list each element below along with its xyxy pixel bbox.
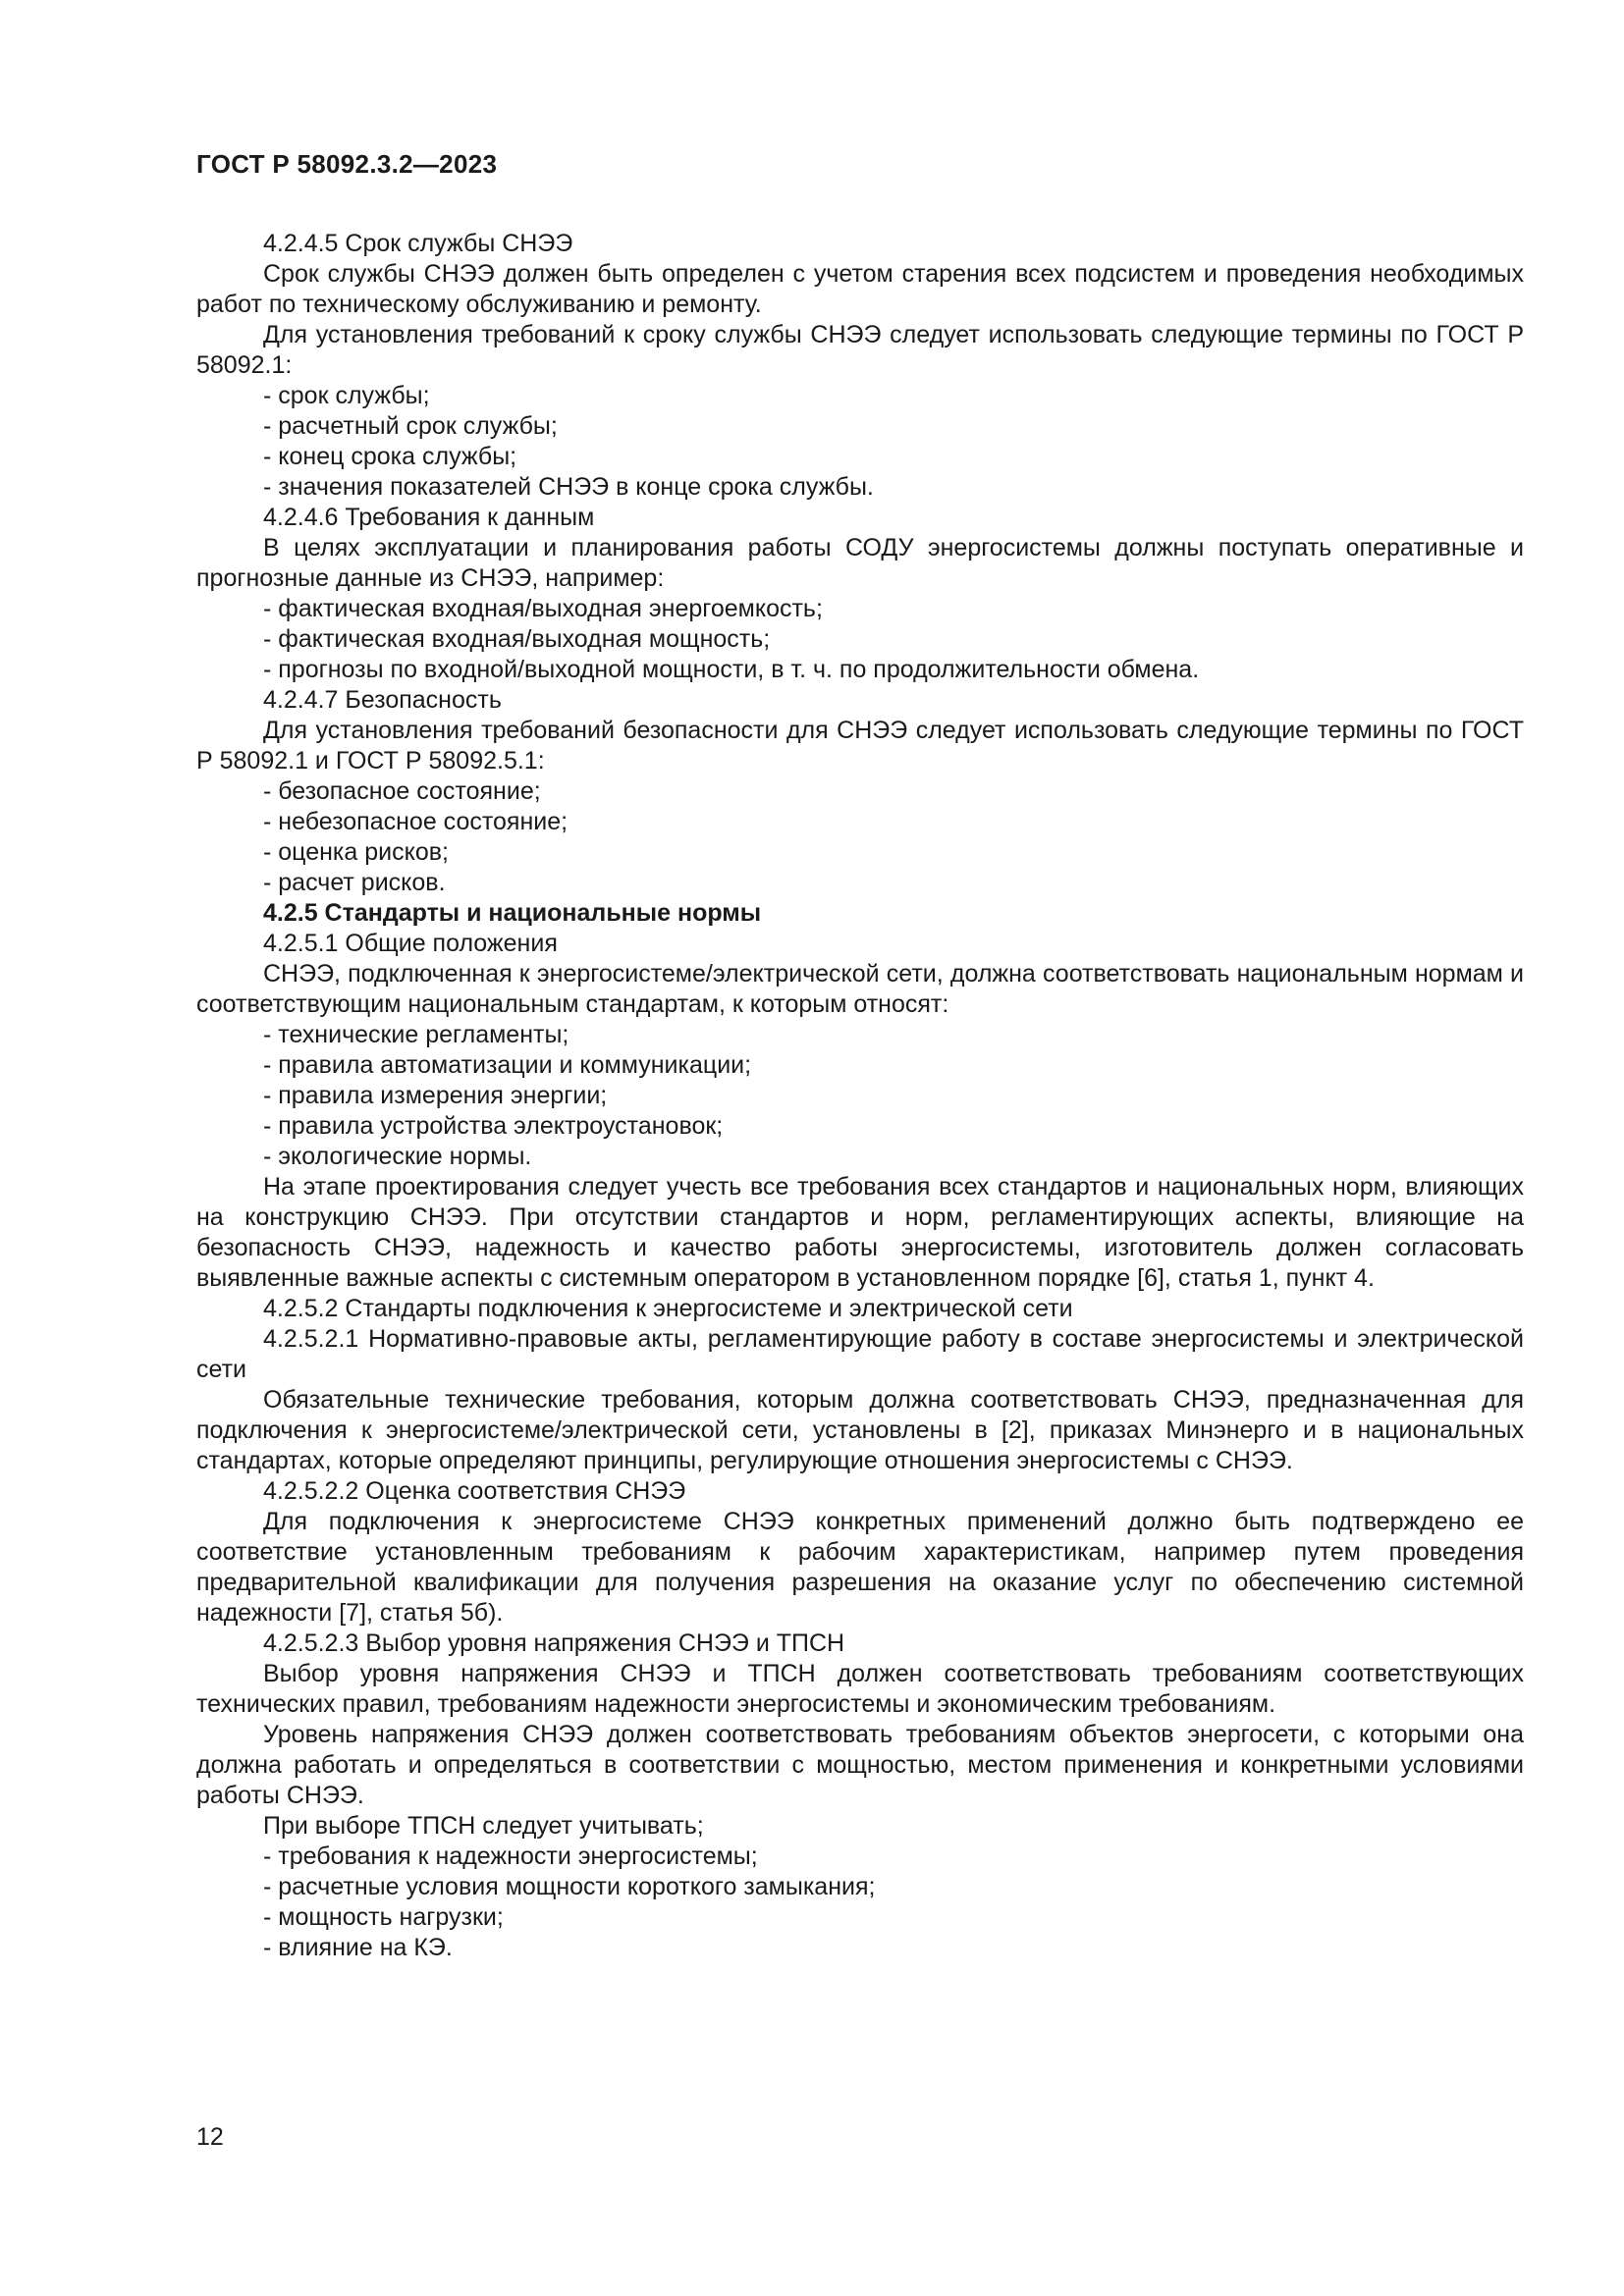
paragraph: 4.2.4.6 Требования к данным xyxy=(263,504,595,531)
paragraph: 4.2.4.5 Срок службы СНЭЭ xyxy=(263,230,573,257)
paragraph: 4.2.5.2.3 Выбор уровня напряжения СНЭЭ и ТПСН xyxy=(263,1629,845,1657)
list-item: - правила автоматизации и коммуникации; xyxy=(263,1051,752,1079)
list-item: - влияние на КЭ. xyxy=(263,1934,453,1961)
list-item: - оценка рисков; xyxy=(263,838,449,866)
document-body xyxy=(196,229,1524,1963)
list-item: - расчетный срок службы; xyxy=(263,412,558,440)
paragraph: Выбор уровня напряжения СНЭЭ и ТПСН должен соответствовать требованиям соответствующих технических правил, требованиям надежности энергосистемы и экономическим требованиям. xyxy=(196,1660,1524,1718)
paragraph: 4.2.5.2.1 Нормативно-правовые акты, регламентирующие работу в составе энергосистемы и электрической сети xyxy=(196,1325,1524,1383)
paragraph: Уровень напряжения СНЭЭ должен соответствовать требованиям объектов энергосети, с которыми она должна работать и определяться в соответствии с мощностью, местом применения и конкретными условиями работы СНЭЭ. xyxy=(196,1721,1524,1809)
list-item: - расчет рисков. xyxy=(263,869,446,896)
page-number: 12 xyxy=(196,2123,224,2151)
paragraph: На этапе проектирования следует учесть все требования всех стандартов и национальных норм, влияющих на конструкцию СНЭЭ. При отсутствии стандартов и норм, регламентирующих аспекты, влияющие на безопасность СНЭЭ, надежность и качество работы энергосистемы, изготовитель должен согласовать выявленные важные аспекты с системным оператором в установленном порядке [6], статья 1, пункт 4. xyxy=(196,1173,1524,1292)
paragraph: Срок службы СНЭЭ должен быть определен с учетом старения всех подсистем и проведения необходимых работ по техническому обслуживанию и ремонту. xyxy=(196,260,1524,318)
list-item: - расчетные условия мощности короткого замыкания; xyxy=(263,1873,876,1900)
list-item: - конец срока службы; xyxy=(263,443,517,470)
paragraph: В целях эксплуатации и планирования работы СОДУ энергосистемы должны поступать оперативные и прогнозные данные из СНЭЭ, например: xyxy=(196,534,1524,592)
list-item: - фактическая входная/выходная энергоемкость; xyxy=(263,595,823,622)
paragraph: 4.2.5.2.2 Оценка соответствия СНЭЭ xyxy=(263,1477,686,1505)
list-item: - значения показателей СНЭЭ в конце срока службы. xyxy=(263,473,874,501)
list-item: - фактическая входная/выходная мощность; xyxy=(263,625,771,653)
paragraph: При выборе ТПСН следует учитывать; xyxy=(263,1812,704,1840)
paragraph: Обязательные технические требования, которым должна соответствовать СНЭЭ, предназначенная для подключения к энергосистеме/электрической сети, установлены в [2], приказах Минэнерго и в национальных стандартах, которые определяют принципы, регулирующие отношения энергосистемы с СНЭЭ. xyxy=(196,1386,1524,1474)
paragraph: Для подключения к энергосистеме СНЭЭ конкретных применений должно быть подтверждено ее соответствие установленным требованиям к рабочим характеристикам, например путем проведения предварительной квалификации для получения разрешения на оказание услуг по обеспечению системной надежности [7], статья 5б). xyxy=(196,1508,1524,1627)
paragraph: СНЭЭ, подключенная к энергосистеме/электрической сети, должна соответствовать национальным нормам и соответствующим национальным стандартам, к которым относят: xyxy=(196,960,1524,1018)
paragraph: 4.2.5.2 Стандарты подключения к энергосистеме и электрической сети xyxy=(263,1295,1073,1322)
paragraph: 4.2.5.1 Общие положения xyxy=(263,930,558,957)
section-heading: 4.2.5 Стандарты и национальные нормы xyxy=(263,899,762,927)
list-item: - правила измерения энергии; xyxy=(263,1082,608,1109)
list-item: - безопасное состояние; xyxy=(263,777,541,805)
document-header: ГОСТ Р 58092.3.2—2023 xyxy=(196,149,498,179)
paragraph: Для установления требований безопасности для СНЭЭ следует использовать следующие термины по ГОСТ Р 58092.1 и ГОСТ Р 58092.5.1: xyxy=(196,717,1524,774)
list-item: - правила устройства электроустановок; xyxy=(263,1112,724,1140)
list-item: - небезопасное состояние; xyxy=(263,808,568,835)
list-item: - экологические нормы. xyxy=(263,1143,532,1170)
list-item: - прогнозы по входной/выходной мощности, в т. ч. по продолжительности обмена. xyxy=(263,656,1200,683)
paragraph: 4.2.4.7 Безопасность xyxy=(263,686,502,714)
list-item: - требования к надежности энергосистемы; xyxy=(263,1842,758,1870)
list-item: - срок службы; xyxy=(263,382,430,409)
list-item: - мощность нагрузки; xyxy=(263,1903,504,1931)
list-item: - технические регламенты; xyxy=(263,1021,569,1048)
paragraph: Для установления требований к сроку службы СНЭЭ следует использовать следующие термины по ГОСТ Р 58092.1: xyxy=(196,321,1524,379)
